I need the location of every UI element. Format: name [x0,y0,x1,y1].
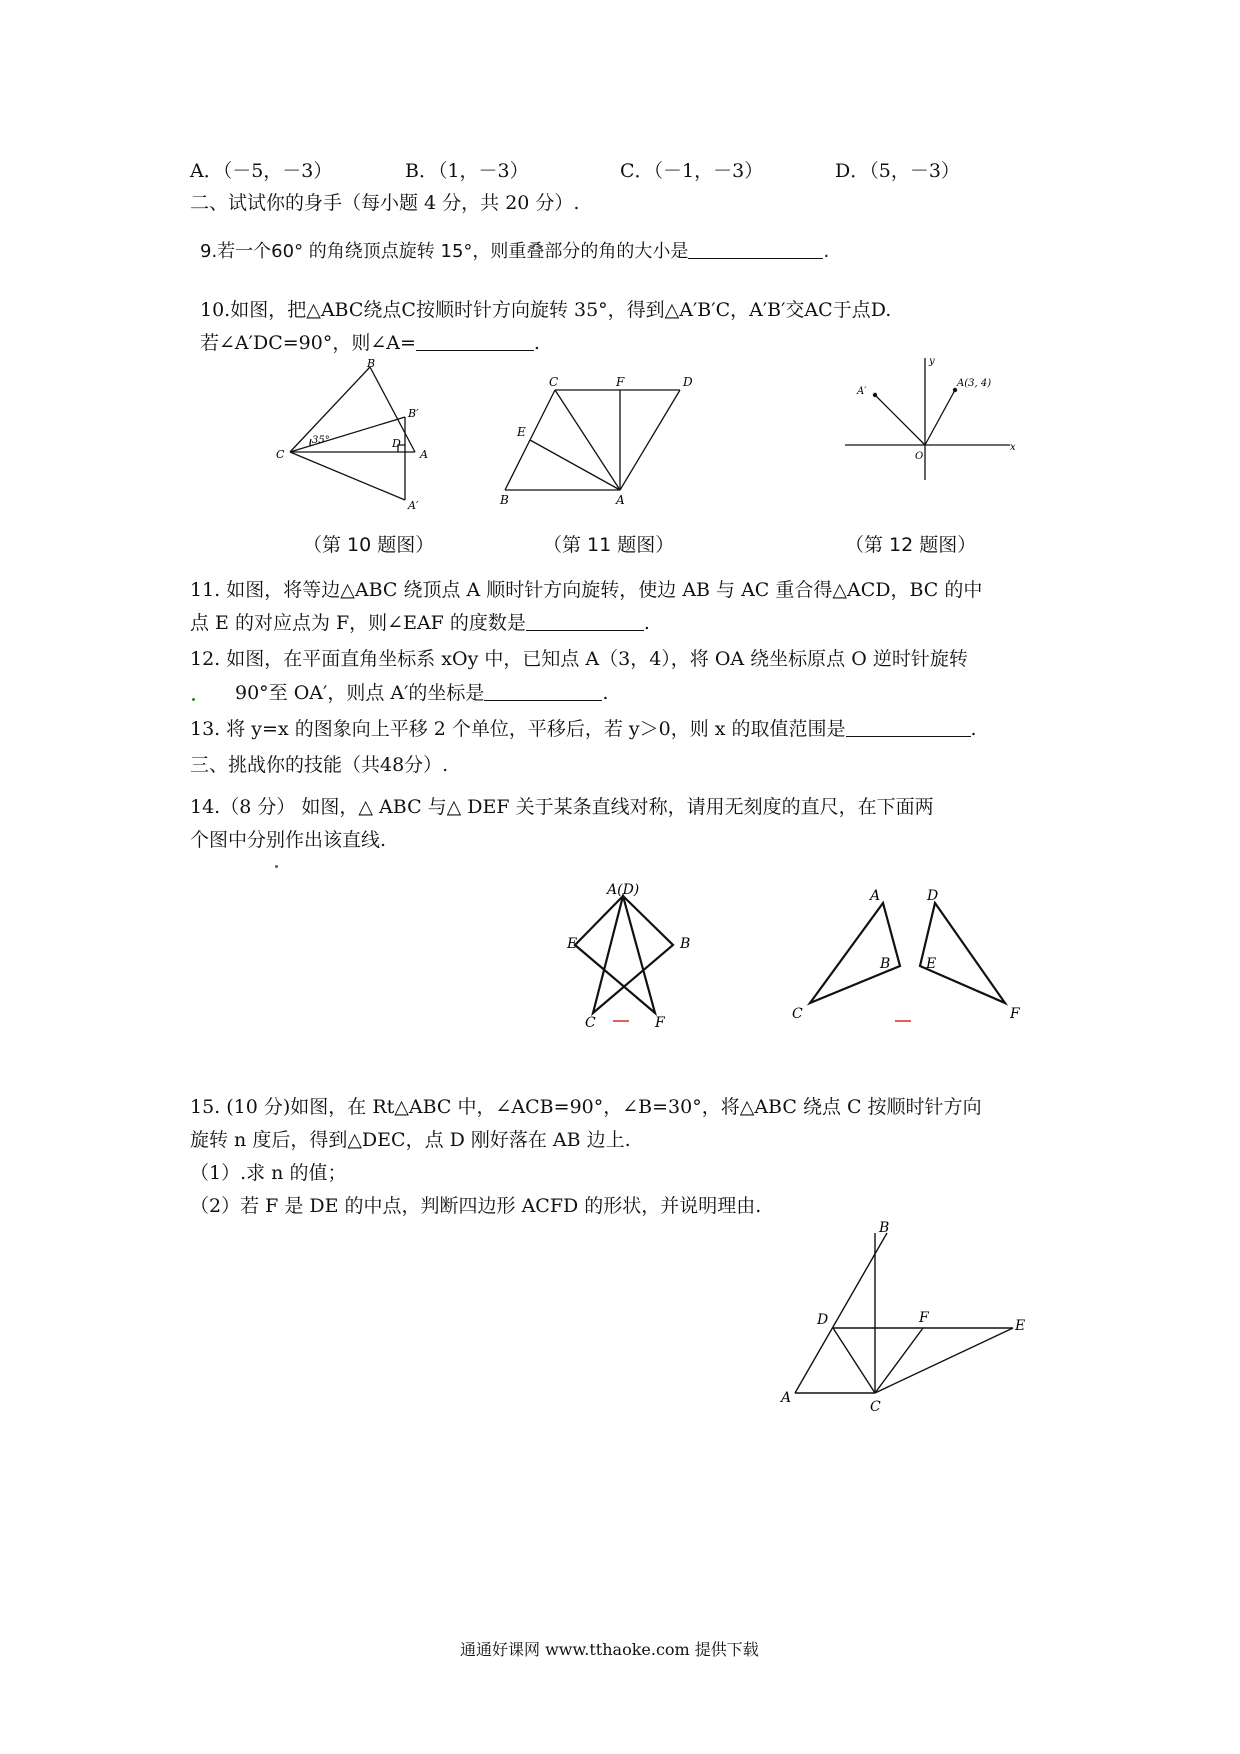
label-B-prime: B′ [408,407,419,420]
period: . [643,612,650,634]
question-10-text: 若∠A′DC=90°，则∠A= [200,332,416,354]
question-11-line2 [190,611,650,635]
question-9-text: 9.若一个60° 的角绕顶点旋转 15°，则重叠部分的角的大小是 [200,241,689,262]
question-12-text: 90°至 OA′，则点 A′的坐标是 [235,682,485,704]
figure-14b [780,878,1040,1028]
label-A-prime: A′ [408,499,419,512]
question-10-line1: 10.如图，把△ABC绕点C按顺时针方向旋转 35°，得到△A′B′C，A′B′交AC于点D. [200,299,892,321]
question-11-text: 点 E 的对应点为 F，则∠EAF 的度数是 [190,612,526,634]
label-E: E [517,425,526,439]
question-13 [190,717,977,741]
label-A-D: A(D) [607,882,640,898]
question-15-part2: （2）若 F 是 DE 的中点，判断四边形 ACFD 的形状，并说明理由. [190,1195,762,1217]
question-12-line2 [235,681,608,705]
label-A: A(3, 4) [957,378,992,389]
label-C: C [276,448,285,461]
question-15-line2: 旋转 n 度后，得到△DEC，点 D 刚好落在 AB 边上. [190,1129,631,1151]
label-A-prime: A′ [857,386,867,397]
answer-blank-12[interactable] [484,682,602,701]
answer-blank-9[interactable] [688,240,823,259]
question-12-line1: 12. 如图，在平面直角坐标系 xOy 中，已知点 A（3，4），将 OA 绕坐标原点 O 逆时针旋转 [190,648,968,670]
label-E: E [1015,1318,1026,1334]
label-C: C [792,1006,803,1022]
caption-fig11: （第 11 题图） [543,534,675,556]
option-d: D．（5，－3） [835,160,960,182]
question-15-part1: （1）.求 n 的值； [190,1162,347,1184]
label-E: E [567,936,578,952]
question-14-line1: 14.（8 分） 如图，△ ABC 与△ DEF 关于某条直线对称，请用无刻度的直尺，在下面两 [190,796,934,818]
label-O: O [915,451,924,462]
label-B: B [880,956,891,972]
label-D: D [683,375,693,389]
label-B: B [500,493,509,507]
label-angle: 35° [312,435,330,446]
option-a: A．（－5，－3） [190,160,333,182]
label-B: B [879,1220,890,1236]
period: . [823,241,830,262]
label-D: D [927,888,939,904]
red-mark [613,1020,629,1022]
label-A: A [870,888,881,904]
label-A: A [420,448,428,461]
answer-blank-11[interactable] [526,612,644,631]
period: . [602,682,609,704]
label-C: C [870,1399,881,1415]
period: . [533,332,540,354]
question-10-line2 [200,331,540,355]
period: . [970,718,977,740]
section2-title: 二、试试你的身手（每小题 4 分，共 20 分）. [190,192,580,214]
label-F: F [1010,1006,1020,1022]
label-C: C [549,375,559,389]
option-c: C．（－1，－3） [620,160,764,182]
speck [192,698,195,701]
answer-blank-13[interactable] [846,718,971,737]
section3-title: 三、挑战你的技能（共48分）. [190,754,449,776]
speck [275,865,278,868]
label-E: E [926,956,937,972]
page-footer: 通通好课网 www.tthaoke.com 提供下载 [460,1640,759,1659]
figure-10 [270,355,450,515]
label-D: D [392,437,401,450]
figure-14a [555,878,695,1028]
option-b: B．（1，－3） [405,160,529,182]
question-11-line1: 11. 如图，将等边△ABC 绕顶点 A 顺时针方向旋转，使边 AB 与 AC 重合得△ACD，BC 的中 [190,579,983,601]
figure-12 [835,350,1020,490]
label-D: D [817,1312,829,1328]
label-y: y [929,356,935,367]
label-x: x [1010,442,1016,453]
label-B: B [367,357,376,370]
figure-11 [495,370,705,520]
caption-fig12: （第 12 题图） [845,534,977,556]
figure-15 [775,1218,1035,1418]
question-9 [200,240,829,264]
question-14-line2: 个图中分别作出该直线. [190,829,387,851]
label-A: A [616,493,625,507]
question-13-text: 13. 将 y=x 的图象向上平移 2 个单位，平移后，若 y＞0，则 x 的取值范围是 [190,718,846,740]
answer-blank-10[interactable] [416,332,534,351]
label-F: F [919,1310,929,1326]
caption-fig10: （第 10 题图） [303,534,435,556]
label-F: F [655,1015,665,1028]
label-F: F [616,375,625,389]
question-15-line1: 15. (10 分)如图，在 Rt△ABC 中，∠ACB=90°，∠B=30°，将△ABC 绕点 C 按顺时针方向 [190,1096,982,1118]
label-A: A [781,1390,792,1406]
label-C: C [585,1015,596,1028]
red-mark [895,1020,911,1022]
label-B: B [680,936,691,952]
